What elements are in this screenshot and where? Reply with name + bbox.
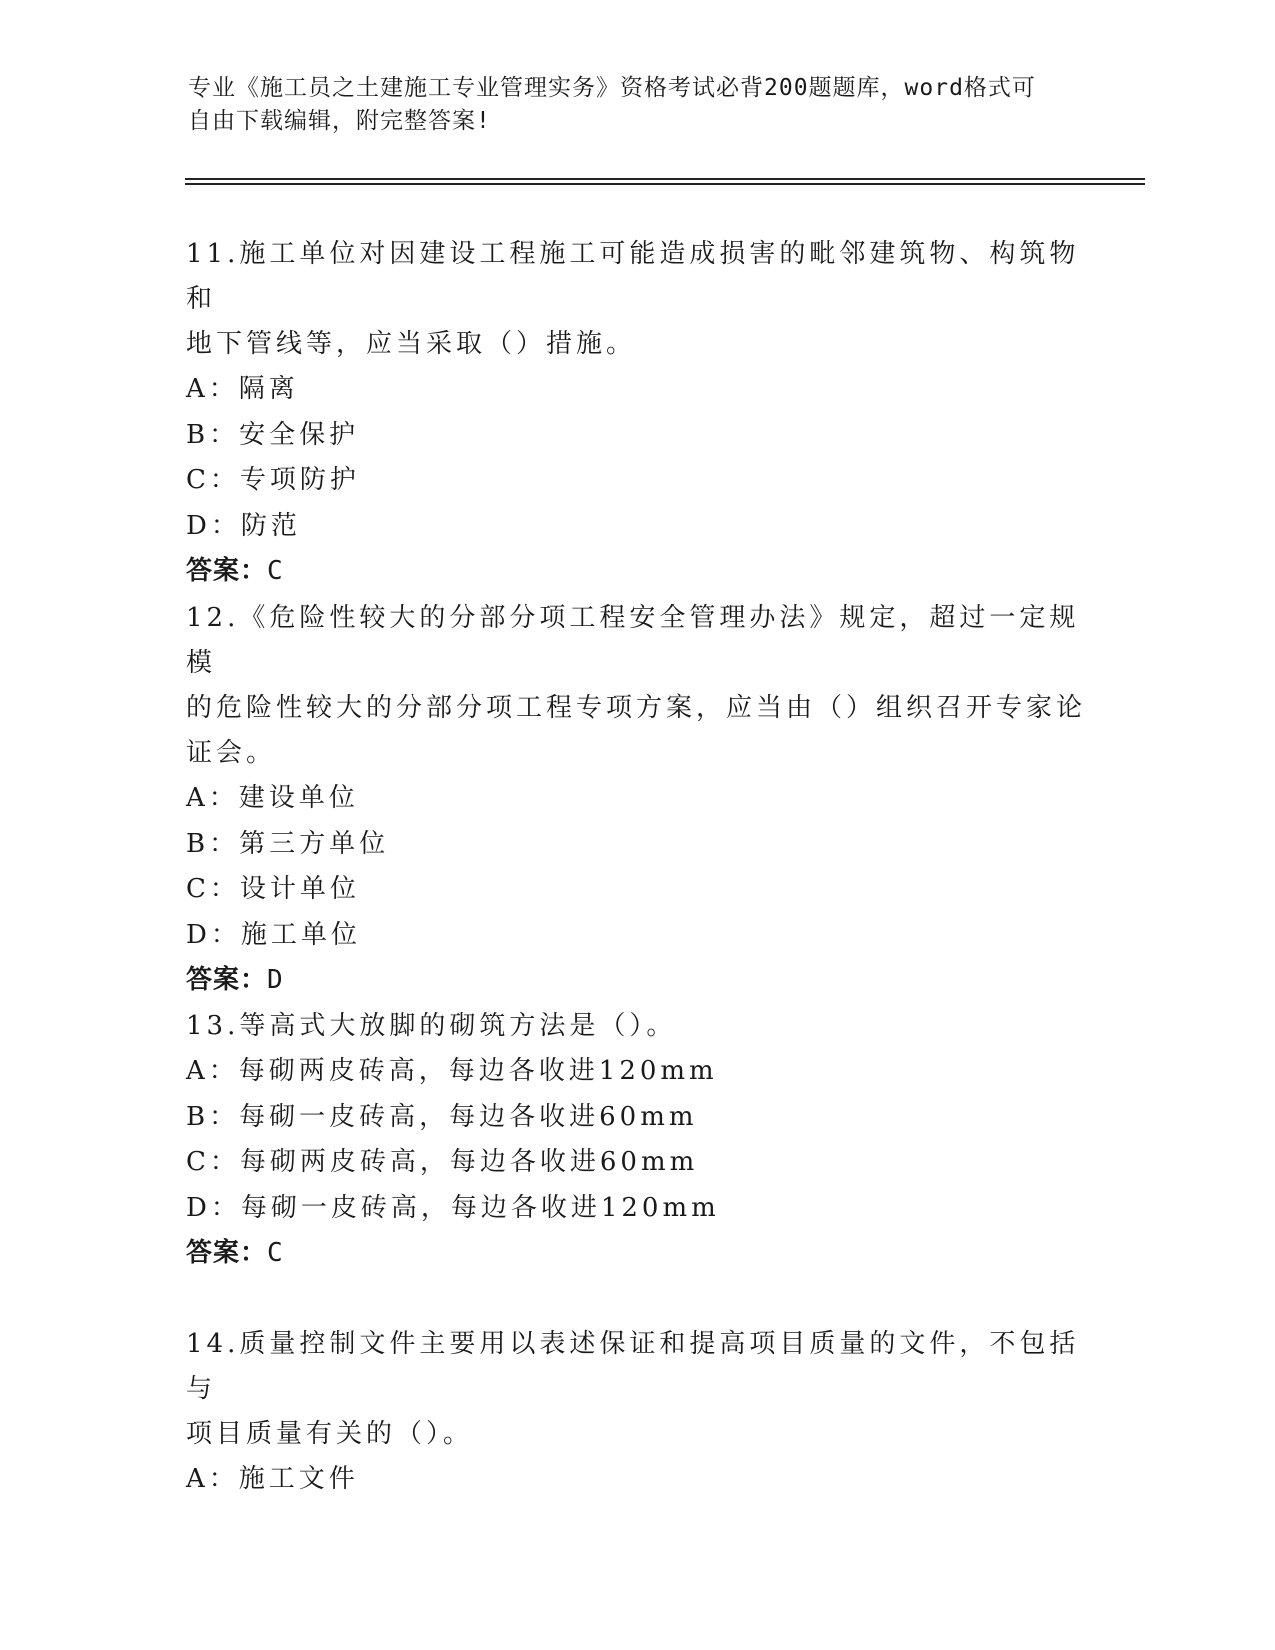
option-a: A：每砌两皮砖高，每边各收进120mm (186, 1056, 718, 1086)
question-stem-line: 14.质量控制文件主要用以表述保证和提高项目质量的文件，不包括与 (186, 1329, 1080, 1404)
document-header (188, 72, 1068, 138)
option-d: D：防范 (186, 510, 301, 541)
option-c: C：设计单位 (186, 874, 360, 904)
answer-line (186, 958, 1086, 1003)
question-14 (186, 1322, 1086, 1503)
answer-value: C (267, 1238, 284, 1268)
answer-line (186, 1231, 1086, 1276)
answer-line (186, 549, 1086, 594)
header-divider-bottom (185, 183, 1145, 185)
question-11 (186, 232, 1086, 594)
question-stem-line: 证会。 (186, 738, 277, 768)
answer-label: 答案： (186, 1238, 268, 1268)
option-b: B：每砌一皮砖高，每边各收进60mm (186, 1101, 698, 1132)
option-d: D：施工单位 (186, 919, 361, 950)
header-divider-top (185, 178, 1145, 180)
option-b: B：第三方单位 (186, 828, 390, 859)
answer-value: D (267, 965, 284, 995)
question-13 (186, 1004, 1086, 1276)
question-stem-line: 的危险性较大的分部分项工程专项方案，应当由（）组织召开专家论 (186, 693, 1087, 723)
answer-value: C (267, 556, 284, 586)
answer-label: 答案： (186, 556, 268, 586)
question-stem-line: 12.《危险性较大的分部分项工程安全管理办法》规定，超过一定规模 (186, 603, 1080, 678)
header-line-1: 专业《施工员之土建施工专业管理实务》资格考试必背200题题库，word格式可 (188, 75, 1036, 101)
option-c: C：专项防护 (186, 465, 360, 495)
header-line-2: 自由下载编辑，附完整答案! (188, 108, 491, 134)
option-d: D：每砌一皮砖高，每边各收进120mm (186, 1192, 720, 1223)
option-a: A：施工文件 (186, 1464, 359, 1494)
question-12 (186, 596, 1086, 1003)
question-stem-line: 13.等高式大放脚的砌筑方法是（）。 (186, 1011, 677, 1041)
question-stem-line: 地下管线等，应当采取（）措施。 (186, 329, 637, 359)
option-b: B：安全保护 (186, 419, 360, 450)
option-a: A：隔离 (186, 374, 299, 404)
answer-label: 答案： (186, 965, 268, 995)
question-stem-line: 项目质量有关的（）。 (186, 1419, 474, 1449)
option-c: C：每砌两皮砖高，每边各收进60mm (186, 1147, 699, 1177)
question-stem-line: 11.施工单位对因建设工程施工可能造成损害的毗邻建筑物、构筑物和 (186, 239, 1080, 314)
option-a: A：建设单位 (186, 783, 359, 813)
